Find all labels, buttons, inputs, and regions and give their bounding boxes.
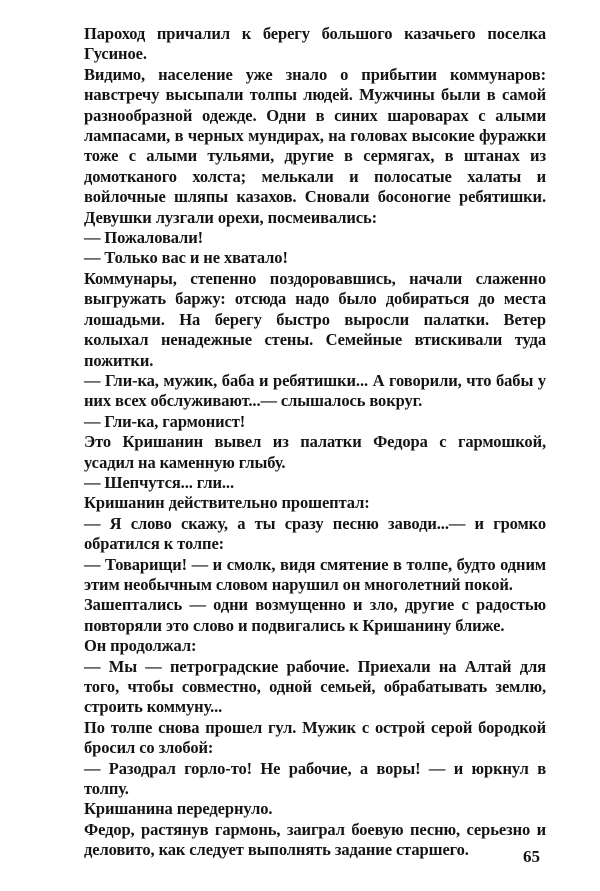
paragraph: Он продолжал: (84, 636, 197, 656)
paragraph: Пароход причалил к берегу большого казачьего поселка Гусиное. (84, 24, 546, 64)
dialogue-line: — Шепчутся... гли... (84, 472, 234, 492)
dialogue-line: — Разодрал горло-то! Не рабочие, а воры! — и юркнул в толпу. (84, 758, 546, 799)
dialogue-line: — Мы — петроградские рабочие. Приехали на Алтай для того, чтобы совместно, одной семьей, обрабатывать землю, строить коммуну... (84, 656, 546, 717)
paragraph: Кришанин действительно прошептал: (84, 493, 370, 513)
paragraph: Кришанина передернуло. (84, 799, 273, 819)
paragraph: Это Кришанин вывел из палатки Федора с гармошкой, усадил на каменную глыбу. (84, 432, 546, 472)
paragraph: Зашептались — одни возмущенно и зло, другие с радостью повторяли это слово и подвигались к Кришанину ближе. (84, 595, 546, 635)
dialogue-line: — Только вас и не хватало! (84, 248, 288, 268)
dialogue-line: — Я слово скажу, а ты сразу песню заводи...— и громко обратился к толпе: (84, 513, 546, 554)
paragraph: По толпе снова прошел гул. Мужик с острой серой бородкой бросил со злобой: (84, 717, 546, 758)
dialogue-line: — Гли-ка, гармонист! (84, 411, 246, 431)
body-text (84, 24, 546, 861)
dialogue-line: — Гли-ка, мужик, баба и ребятишки... А говорили, что бабы у них всех обслуживают...— слышалось вокруг. (84, 370, 546, 411)
paragraph: Федор, растянув гармонь, заиграл боевую песню, серьезно и деловито, как следует выполнять задание старшего. (84, 819, 546, 860)
dialogue-line: — Товарищи! — и смолк, видя смятение в толпе, будто одним этим необычным словом нарушил он многолетний покой. (84, 554, 546, 594)
dialogue-line: — Пожаловали! (84, 228, 204, 248)
paragraph: Коммунары, степенно поздоровавшись, начали слаженно выгружать баржу: отсюда надо было добираться до места лошадьми. На берегу быстро выросли палатки. Ветер колыхал ненадежные стены. Семейные втискивали туда пожитки. (84, 268, 546, 370)
page-number: 65 (523, 847, 540, 866)
paragraph: Видимо, население уже знало о прибытии коммунаров: навстречу высыпали толпы людей. Мужчины были в самой разнообразной одежде. Одни в синих шароварах с алыми лампасами, в черных мундирах, на головах высокие фуражки тоже с алыми тульями, другие в сермягах, в штанах из домотканого холста; мелькали и полосатые халаты и войлочные шляпы казахов. Сновали босоногие ребятишки. Девушки лузгали орехи, посмеивались: (84, 64, 546, 227)
